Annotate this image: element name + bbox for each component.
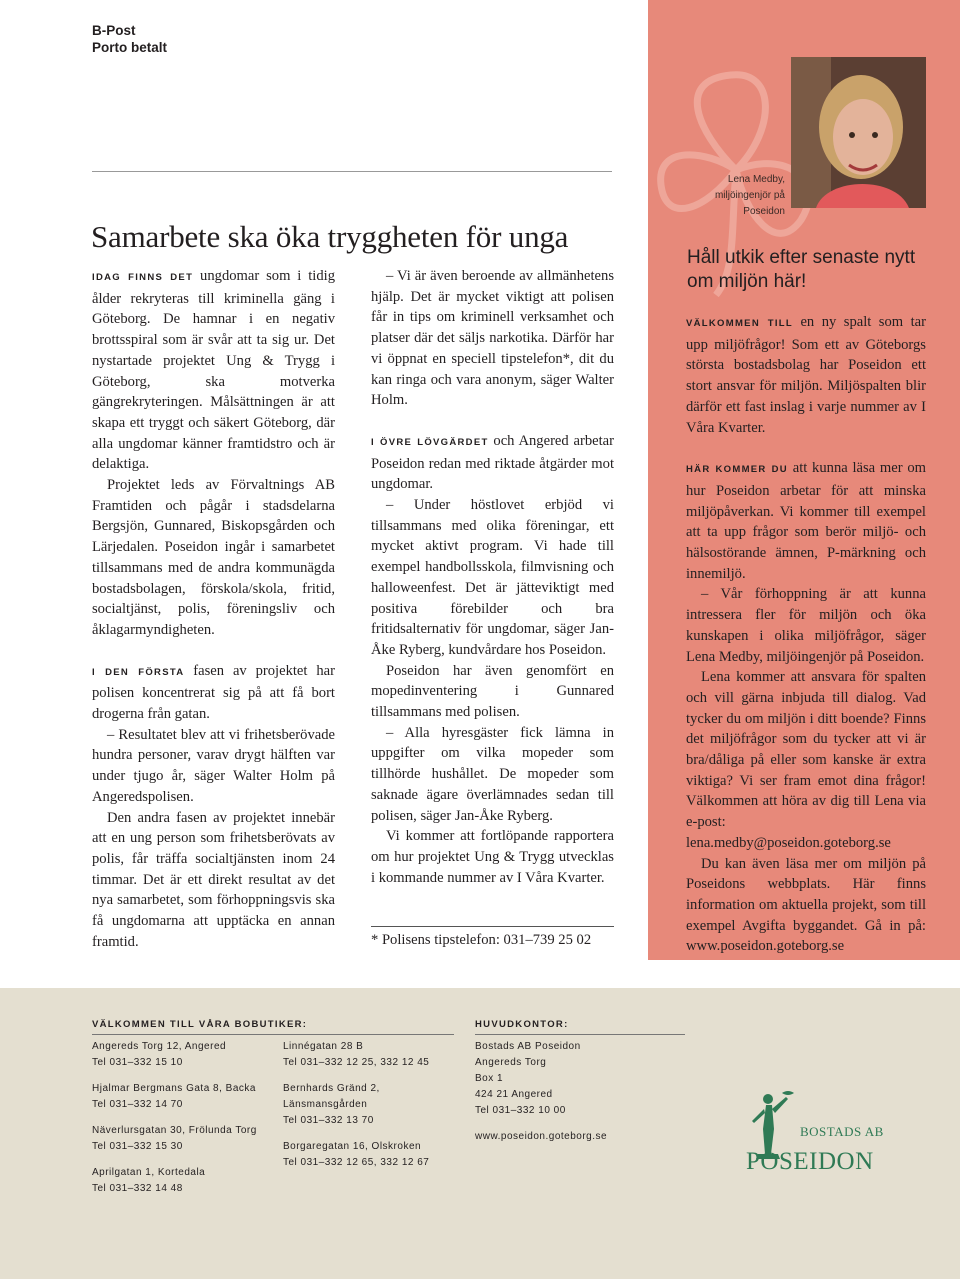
paragraph: Du kan även läsa mer om miljön på Poseidons webbplats. Här finns information om aktuella projekt, som till exempel Avgifta byggandet. Gå in på: www.poseidon.goteborg.se [686, 855, 926, 955]
paragraph: Vi kommer att fortlöpande rapportera om hur projektet Ung & Trygg utvecklas i kommande nummer av I Våra Kvarter. [371, 828, 614, 886]
offices-list-right [283, 1039, 429, 1171]
office-address: Angereds Torg 12, Angered [92, 1041, 227, 1052]
sidebar-column [686, 312, 926, 957]
office-address: Bernhards Gränd 2, [283, 1083, 380, 1094]
paragraph [92, 661, 335, 725]
lead-in: HÄR KOMMER DU [686, 464, 788, 476]
paragraph-text: att kunna läsa mer om hur Poseidon arbetar för att minska miljöpåverkan. Vi kommer till exempel att ta upp frågor som berör miljö- och hälsostörande ämnen, P-märkning och innemiljö. [686, 460, 926, 582]
office-phone: Tel 031–332 14 70 [92, 1099, 183, 1110]
hq-address [475, 1039, 607, 1145]
logo-wordmark: POSEIDON [746, 1148, 874, 1175]
paragraph [686, 458, 926, 584]
office-phone: Tel 031–332 12 25, 332 12 45 [283, 1057, 430, 1068]
footnote: * Polisens tipstelefon: 031–739 25 02 [371, 932, 592, 948]
postage-mark [92, 22, 167, 56]
office-address: Borgaregatan 16, Olskroken [283, 1141, 422, 1152]
paragraph [92, 266, 335, 475]
office-phone: Tel 031–332 15 10 [92, 1057, 183, 1068]
paragraph: – Under höstlovet erbjöd vi tillsammans med olika föreningar, ett mycket aktivt program. Vi hade till exempel handbollsskola, filmvisning och halloweenfest. Det är jätteviktigt med positiva förebilder och bra fritidsalternativ för ungdomar, säger Jan-Åke Ryberg, kundvårdare hos Poseidon. [371, 497, 614, 658]
paragraph: – Vår förhoppning är att kunna intressera fler för miljön och öka kunskapen i olika miljöfrågor, säger Lena Medby, miljöingenjör på Poseidon. [686, 586, 926, 665]
footnote-rule [371, 926, 614, 927]
office-address: Hjalmar Bergmans Gata 8, Backa [92, 1083, 256, 1094]
office-phone: Tel 031–332 12 65, 332 12 67 [283, 1157, 430, 1168]
header-rule [92, 171, 612, 172]
offices-list-left [92, 1039, 257, 1197]
lead-in: VÄLKOMMEN TILL [686, 318, 793, 329]
logo-tagline: BOSTADS AB [800, 1124, 884, 1139]
offices-rule [92, 1034, 454, 1035]
paragraph: – Alla hyresgäster fick lämna in uppgifter om vilka mopeder som tillhörde hushållet. De mopeder som saknade ägare överlämnades sedan till polisen, säger Jan-Åke Ryberg. [371, 724, 614, 824]
portrait-photo [791, 57, 926, 208]
office-phone: Tel 031–332 15 30 [92, 1141, 183, 1152]
lead-in: IDAG FINNS DET [92, 272, 194, 283]
photo-caption: Lena Medby, miljöingenjör på Poseidon [714, 174, 785, 217]
paragraph: Den andra fasen av projektet innebär att en ung person som frihetsberövats av polis, får träffa socialtjänsten inom 24 timmar. Det är ett direkt resultat av det nya samarbetet, som förhoppningsvis ska få ungdomarna att upptäcka en annan framtid. [92, 809, 335, 950]
office-phone: Tel 031–332 14 48 [92, 1183, 183, 1194]
hq-website-link[interactable]: www.poseidon.goteborg.se [475, 1131, 608, 1142]
hq-heading: HUVUDKONTOR: [475, 1019, 569, 1030]
paragraph: Projektet leds av Förvaltnings AB Framtiden och pågår i stadsdelarna Bergsjön, Gunnared, Biskopsgården och Lärjedalen. Poseidon ingår i samarbetet tillsammans med de andra kommunägda bostadsbolagen, förskola/skola, fritid, socialtjänst, polis, föreningsliv och åklagarmyndigheten. [92, 477, 335, 638]
article-column-1 [92, 266, 335, 953]
article-headline: Samarbete ska öka tryggheten för unga [91, 219, 569, 254]
paragraph-text: och Angered arbetar Poseidon redan med riktade åtgärder mot ungdomar. [371, 432, 615, 493]
paragraph: Poseidon har även genomfört en mopedinventering i Gunnared tillsammans med polisen. [371, 662, 614, 721]
hq-line: 424 21 Angered [475, 1089, 553, 1100]
postage-line1: B-Post [92, 23, 136, 38]
paragraph: – Vi är även beroende av allmänhetens hjälp. Det är mycket viktigt att polisen får in tips om kriminell verksamhet och platser där det säljs narkotika. Därför har vi öppnat en speciell tipstelefon*, dit du kan ringa och vara anonym, säger Walter Holm. [371, 268, 614, 409]
paragraph: Lena kommer att ansvara för spalten och vill gärna inbjuda till dialog. Vad tycker du om miljön i ditt boende? Finns det miljöfrågor som du tycker att vi är bra/dåliga på eller som kanske är extra viktiga? Vi ser fram emot dina frågor! Välkommen att höra av dig till Lena via e-post: lena.medby@poseidon.goteborg.se [686, 669, 926, 851]
lead-in: I ÖVRE LÖVGÄRDET [371, 436, 489, 448]
hq-line: Angereds Torg [475, 1057, 547, 1068]
paragraph [686, 312, 926, 438]
hq-line: Bostads AB Poseidon [475, 1041, 581, 1052]
lead-in: I DEN FÖRSTA [92, 666, 185, 678]
poseidon-logo [738, 1079, 898, 1179]
hq-line: Tel 031–332 10 00 [475, 1105, 566, 1116]
article-column-2 [371, 266, 614, 888]
office-address: Näverlursgatan 30, Frölunda Torg [92, 1125, 257, 1136]
postage-line2: Porto betalt [92, 40, 168, 55]
office-address: Linnégatan 28 B [283, 1041, 364, 1052]
hq-line: Box 1 [475, 1073, 504, 1084]
office-address: Aprilgatan 1, Kortedala [92, 1167, 206, 1178]
office-address: Länsmansgården [283, 1099, 368, 1110]
paragraph-text: ungdomar som i tidig ålder rekryteras till kriminella gäng i Göteborg. De hamnar i en negativ brottsspiral som är svår att ta sig ur. Det nystartade projektet Ung & Trygg i Göteborg, ska motverka gängrekryteringen. Målsättningen är att skapa ett tryggt och säkert Göteborg, där alla ungdomar känner framtidstro och är delaktiga. [92, 268, 335, 473]
paragraph-text: fasen av projektet har polisen koncentrerat sig på att få bort drogerna från gatan. [92, 662, 335, 723]
hq-rule [475, 1034, 685, 1035]
paragraph-text: en ny spalt som tar upp miljöfrågor! Som ett av Göteborgs största bostadsbolag har Poseidon ett stort ansvar för miljön. Miljöspalten blir därför ett fast inslag i varje nummer av I Våra Kvarter. [686, 314, 926, 436]
sidebar-heading: Håll utkik efter senaste nytt om miljön här! [687, 247, 916, 292]
paragraph: – Resultatet blev att vi frihetsberövade hundra personer, varav drygt hälften var under tjugo år, säger Walter Holm på Angeredspolisen. [92, 726, 335, 805]
office-phone: Tel 031–332 13 70 [283, 1115, 374, 1126]
paragraph [371, 431, 614, 495]
offices-heading: VÄLKOMMEN TILL VÅRA BOBUTIKER: [92, 1019, 308, 1030]
